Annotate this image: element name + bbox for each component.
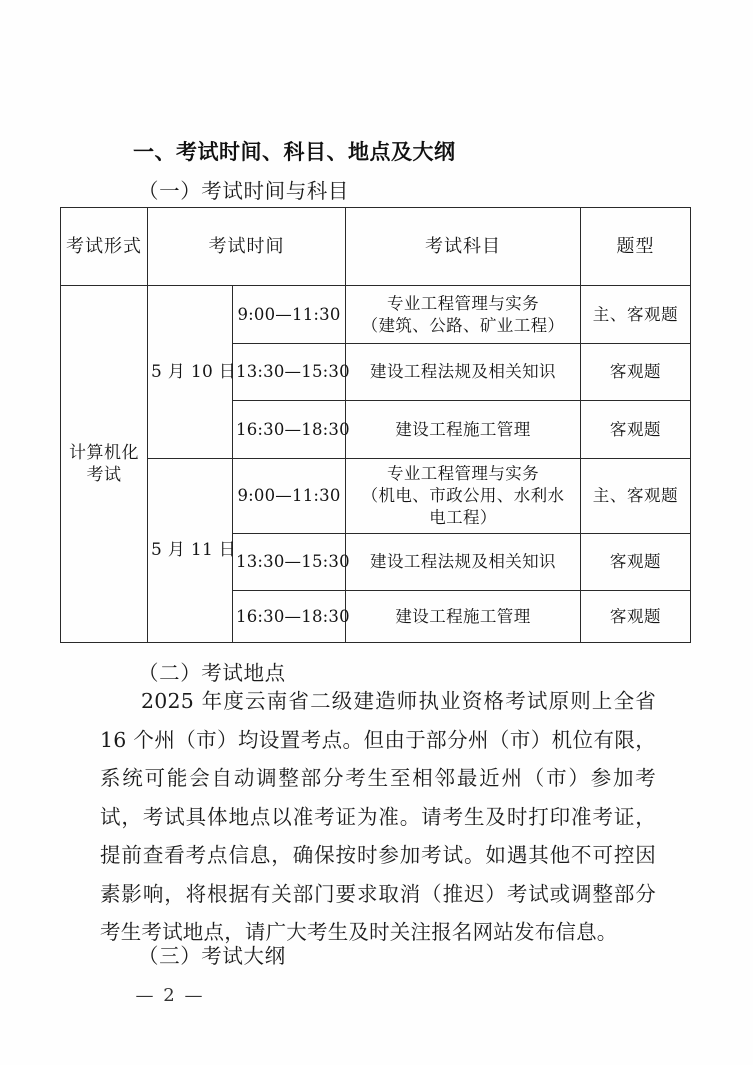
cell-exam-time: 9:00—11:30 (233, 286, 346, 344)
table-row (61, 459, 691, 534)
cell-question-type: 客观题 (581, 401, 691, 459)
page-number: — 2 — (135, 985, 205, 1006)
cell-exam-date-day1: 5 月 10 日 (148, 286, 233, 459)
subject-line-1: 建设工程施工管理 (395, 419, 531, 439)
cell-question-type: 客观题 (581, 344, 691, 401)
cell-exam-subject (346, 344, 581, 401)
cell-exam-time: 16:30—18:30 (233, 401, 346, 459)
column-header-exam-time: 考试时间 (148, 208, 346, 286)
cell-exam-date-day2: 5 月 11 日 (148, 459, 233, 643)
page-title: 一、考试时间、科目、地点及大纲 (133, 140, 456, 164)
table-header-row (61, 208, 691, 286)
cell-question-type: 主、客观题 (581, 286, 691, 344)
cell-exam-time: 13:30—15:30 (233, 534, 346, 591)
subject-line-2: （机电、市政公用、水利水 (361, 486, 565, 506)
column-header-exam-form: 考试形式 (61, 208, 148, 286)
cell-exam-time: 9:00—11:30 (233, 459, 346, 534)
cell-question-type: 主、客观题 (581, 459, 691, 534)
cell-exam-subject (346, 534, 581, 591)
subject-line-1: 专业工程管理与实务 (386, 293, 540, 313)
subject-line-1: 专业工程管理与实务 (386, 464, 540, 484)
subject-line-2: （建筑、公路、矿业工程） (361, 315, 565, 335)
cell-exam-subject (346, 591, 581, 643)
cell-exam-form: 计算机化考试 (61, 286, 148, 643)
cell-question-type: 客观题 (581, 591, 691, 643)
venue-paragraph: 2025 年度云南省二级建造师执业资格考试原则上全省 16 个州（市）均设置考点。但由于部分州（市）机位有限，系统可能会自动调整部分考生至相邻最近州（市）参加考试，考试具体地点以准考证为准。请考生及时打印准考证，提前查看考点信息，确保按时参加考试。如遇其他不可控因素影响，将根据有关部门要求取消（推迟）考试或调整部分考生考试地点，请广大考生及时关注报名网站发布信息。 (100, 689, 656, 944)
table-row (61, 286, 691, 344)
subject-line-1: 建设工程法规及相关知识 (370, 552, 556, 572)
column-header-exam-subject: 考试科目 (346, 208, 581, 286)
subsection-heading-exam-syllabus: （三）考试大纲 (138, 944, 286, 968)
subject-line-3: 电工程） (429, 507, 497, 527)
subsection-heading-exam-time: （一）考试时间与科目 (138, 179, 349, 203)
cell-exam-subject (346, 286, 581, 344)
subject-line-1: 建设工程法规及相关知识 (370, 362, 556, 382)
subject-line-1: 建设工程施工管理 (395, 606, 531, 626)
cell-exam-time: 13:30—15:30 (233, 344, 346, 401)
cell-exam-subject (346, 401, 581, 459)
subsection-heading-exam-venue: （二）考试地点 (138, 661, 286, 685)
cell-exam-time: 16:30—18:30 (233, 591, 346, 643)
exam-schedule-table (60, 207, 691, 643)
column-header-question-type: 题型 (581, 208, 691, 286)
cell-exam-subject (346, 459, 581, 534)
cell-question-type: 客观题 (581, 534, 691, 591)
